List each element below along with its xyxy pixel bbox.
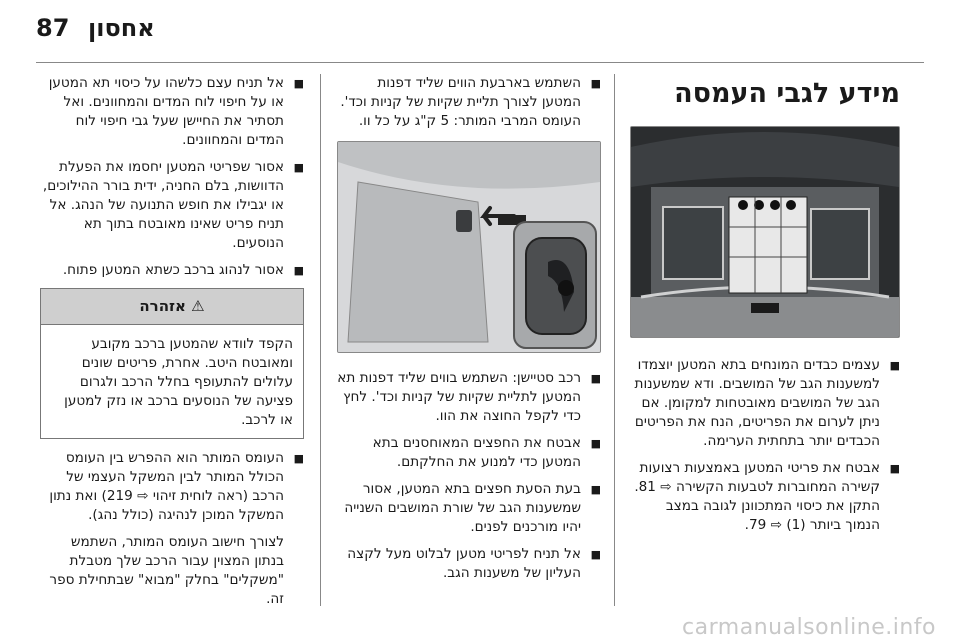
list-item: ■ אל תניח עצם כלשהו על כיסוי תא המטען או על חיפוי לוח המדים והמחוונים. ואל תסתיר את החיישן שעל גבי חיפוי לוח המדים והמחוונים. <box>40 74 304 150</box>
header-rule <box>36 62 924 63</box>
warning-body: הקפד לוודא שהמטען ברכב מקובע ומאובטח היטב. אחרת, פריטים שונים עלולים להתעופף בחלל הרכב ולגרום פציעה של הנוסעים ברכב או נזק למטען או לרכב. <box>64 336 293 428</box>
list-item: ■ בעת הסעת חפצים בתא המטען, אסור שמשענות הגב של שורת המושבים השנייה יהיו מורכנים לפנים. <box>336 480 601 537</box>
left-column <box>40 74 304 615</box>
warning-box <box>40 288 304 439</box>
list-item: ■ העומס המותר הוא ההפרש בין העומס הכולל המותר לבין המשקל העצמי של הרכב (ראה לוחית זיהוי ⇨ 219) ואת נתון המשקל המוכן לנהיגה (כולל נהג). <box>40 449 304 525</box>
watermark: carmanualsonline.info <box>682 615 936 640</box>
right-column <box>630 74 900 543</box>
trunk-hook-illustration <box>338 142 600 352</box>
list-item: ■ השתמש בארבעת הווים שליד דפנות המטען לצורך תליית שקיות של קניות וכד'. העומס המרבי המותר: 5 ק"ג על כל וו. <box>336 74 601 131</box>
page-header <box>0 0 960 58</box>
warning-title: אזהרה <box>139 297 186 315</box>
trunk-cargo-photo <box>630 126 900 338</box>
column-divider-left <box>320 74 321 606</box>
warning-header <box>41 289 303 325</box>
list-item: ■ עצמים כבדים המונחים בתא המטען יוצמדו למשענות הגב של המושבים. ודא שמשענות הגב של המושבים מאובטחות למקומן. אם ניתן לערום את הפריטים, הנח את הפריטים הכבדים יותר בתחתית הערימה. <box>630 356 900 451</box>
trunk-cargo-illustration <box>631 127 899 337</box>
list-item: ■ אל תניח לפריטי מטען לבלוט מעל לקצה העליון של משענות הגב. <box>336 545 601 583</box>
column-divider-right <box>614 74 615 606</box>
list-item: ■ אסור שפריטי המטען יחסמו את הפעלת הדוושות, בלם החניה, ידית בורר ההילוכים, או יגבילו את חופש התנועה של הנהג. אל תניח פריט שאינו מאובטח בתוך תא הנוסעים. <box>40 158 304 253</box>
paragraph: לצורך חישוב העומס המותר, השתמש בנתון המצוין עבור הרכב שלך מטבלת "משקלים" בחלק "מבוא" שבתחילת ספר זה. <box>49 534 284 607</box>
section-title: מידע לגבי העמסה <box>674 78 900 109</box>
middle-column <box>336 74 601 591</box>
trunk-hook-photo <box>337 141 601 353</box>
page-title: אחסון <box>88 14 155 42</box>
list-item: ■ רכב סטיישן: השתמש בווים שליד דפנות תא המטען לתליית שקיות של קניות וכד'. לחץ כדי לקפל החוצה את הוו. <box>336 369 601 426</box>
list-item: ■ אסור לנהוג ברכב כשתא המטען פתוח. <box>40 261 304 280</box>
warning-icon: ⚠ <box>191 297 205 315</box>
list-item: ■ אבטח את החפצים המאוחסנים בתא המטען כדי למנוע את החלקתם. <box>336 434 601 472</box>
list-item: ■ אבטח את פריטי המטען באמצעות רצועות קשירה המחוברות לטבעות הקשירה ⇨ 81. התקן את כיסוי המתכוונן לגובה במצב הנמוך ביותר (1) ⇨ 79. <box>630 459 900 535</box>
page-number: 87 <box>36 14 70 42</box>
